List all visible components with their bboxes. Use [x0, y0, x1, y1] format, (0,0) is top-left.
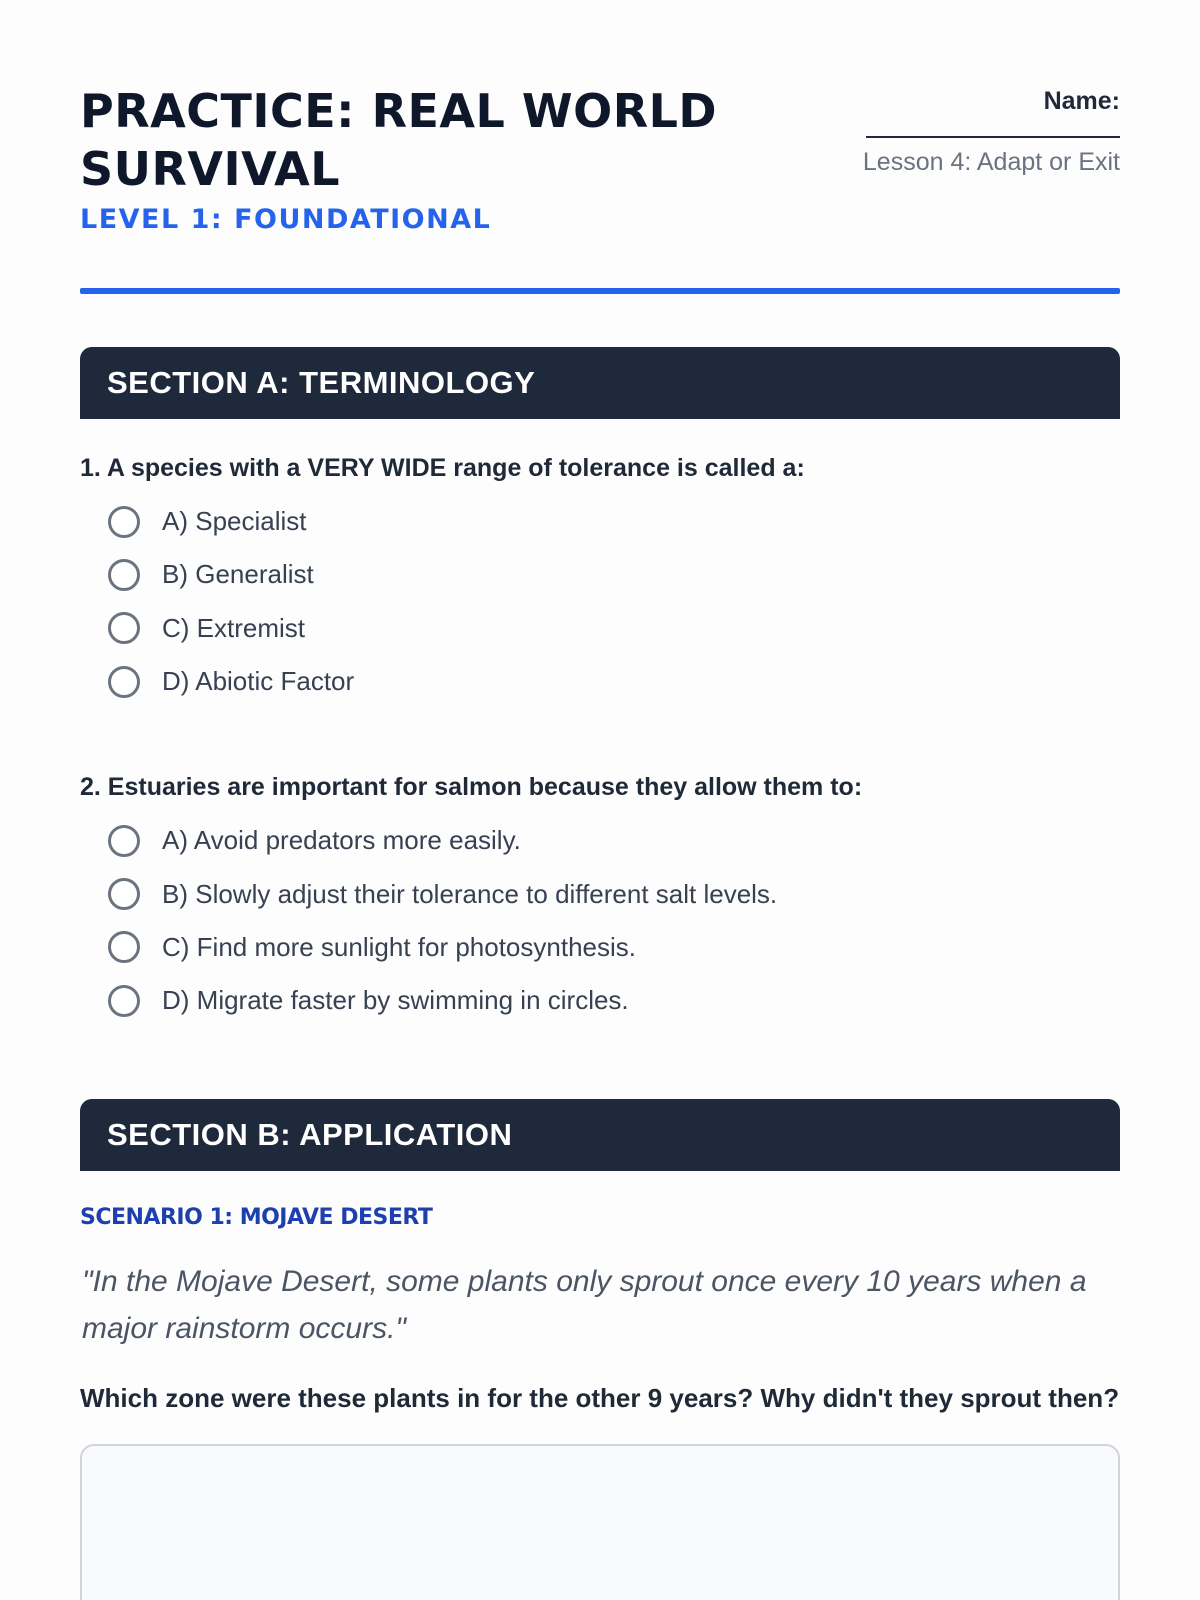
name-write-line[interactable] — [866, 136, 1120, 138]
title-block — [80, 80, 820, 235]
question-1-options — [80, 495, 1120, 708]
option-1d[interactable] — [108, 655, 1120, 708]
header-divider — [80, 288, 1120, 294]
option-label: D) Abiotic Factor — [162, 666, 355, 697]
radio-button[interactable] — [108, 985, 140, 1017]
option-1b[interactable] — [108, 548, 1120, 601]
section-b-header — [80, 1099, 1120, 1171]
option-2b[interactable] — [108, 867, 1120, 920]
radio-button[interactable] — [108, 612, 140, 644]
radio-button[interactable] — [108, 559, 140, 591]
lesson-label: Lesson 4: Adapt or Exit — [862, 148, 1120, 176]
name-label: Name: — [1043, 87, 1120, 115]
option-label: D) Migrate faster by swimming in circles. — [162, 985, 629, 1016]
option-label: C) Extremist — [162, 612, 305, 643]
level-label: LEVEL 1: FOUNDATIONAL — [80, 204, 492, 235]
radio-button[interactable] — [108, 666, 140, 698]
radio-button[interactable] — [108, 878, 140, 910]
question-2: 2. Estuaries are important for salmon because they allow them to: — [80, 773, 863, 802]
radio-button[interactable] — [108, 931, 140, 963]
answer-textarea[interactable] — [80, 1444, 1120, 1600]
page-title: PRACTICE: REAL WORLD SURVIVAL — [80, 84, 718, 196]
worksheet-header — [80, 80, 1120, 280]
option-label: B) Generalist — [162, 559, 314, 590]
option-2d[interactable] — [108, 974, 1120, 1027]
scenario-label: SCENARIO 1: MOJAVE DESERT — [80, 1205, 433, 1231]
option-label: A) Specialist — [162, 506, 307, 537]
option-1a[interactable] — [108, 495, 1120, 548]
option-label: A) Avoid predators more easily. — [162, 825, 521, 856]
option-2a[interactable] — [108, 814, 1120, 867]
option-label: C) Find more sunlight for photosynthesis. — [162, 931, 636, 962]
section-a-title: SECTION A: TERMINOLOGY — [107, 365, 536, 400]
section-a-header — [80, 347, 1120, 419]
scenario-quote: "In the Mojave Desert, some plants only sprout once every 10 years when a major rainstorm occurs." — [82, 1265, 1087, 1346]
question-1: 1. A species with a VERY WIDE range of tolerance is called a: — [80, 454, 805, 482]
scenario-prompt: Which zone were these plants in for the other 9 years? Why didn't they sprout then? — [80, 1383, 1120, 1414]
option-label: B) Slowly adjust their tolerance to different salt levels. — [162, 878, 778, 909]
section-b-title: SECTION B: APPLICATION — [107, 1117, 513, 1153]
meta-block — [860, 86, 1120, 182]
option-2c[interactable] — [108, 921, 1120, 974]
radio-button[interactable] — [108, 825, 140, 857]
option-1c[interactable] — [108, 602, 1120, 655]
radio-button[interactable] — [108, 506, 140, 538]
question-2-options — [80, 814, 1120, 1027]
